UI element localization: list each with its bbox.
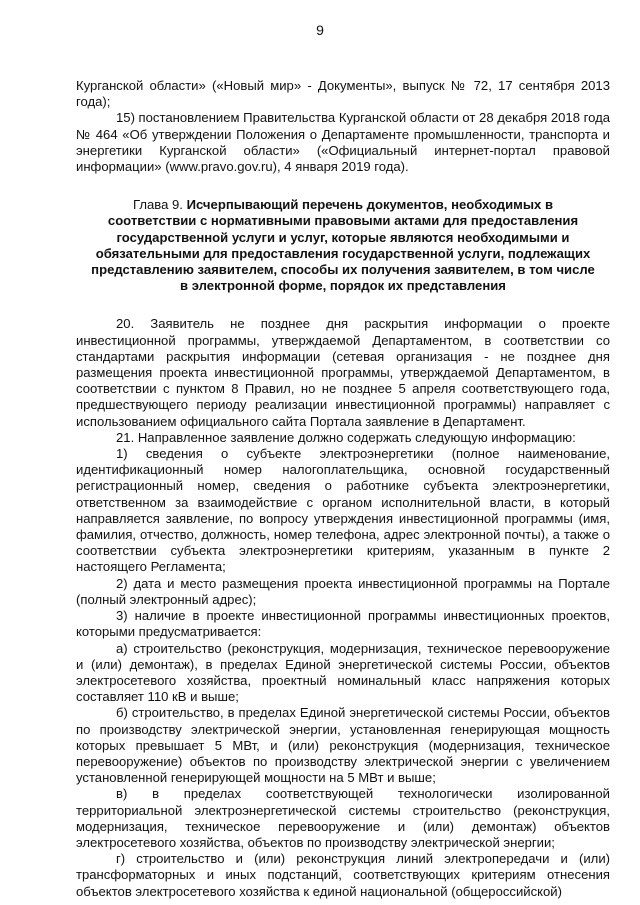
paragraph-21-3-g: г) строительство и (или) реконструкция линий электропередачи и (или) трансформаторных и иных подстанций, соответствующих критериям отнесения объектов электросетевого хозяйства к единой национальной (общероссийской) [76, 851, 610, 899]
paragraph-21-3: 3) наличие в проекте инвестиционной программы инвестиционных проектов, которыми предусматривается: [76, 608, 610, 640]
paragraph-15: 15) постановлением Правительства Курганской области от 28 декабря 2018 года № 464 «Об утверждении Положения о Департаменте промышленности, транспорта и энергетики Курганской области» («Официальный интернет-портал правовой информации» (www.pravo.gov.ru), 4 января 2019 года). [76, 110, 611, 175]
paragraph-21: 21. Направленное заявление должно содержать следующую информацию: [116, 429, 576, 445]
paragraph-21-3-b: б) строительство, в пределах Единой энергетической системы России, объектов по производству электрической энергии, установленная генерирующая мощность которых превышает 5 МВт, и (или) реконструкция (модернизация, техническое перевооружение) объектов по производству электрической энергии с увеличением установленной генерирующей мощности на 5 МВт и выше; [76, 705, 610, 786]
page-number: 9 [316, 22, 324, 38]
paragraph-21-3-a: а) строительство (реконструкция, модернизация, техническое перевооружение и (или) демонтаж), в пределах Единой энергетической системы России, объектов электросетевого хозяйства, проектный номинальный класс напряжения которых составляет 110 кВ и выше; [76, 640, 610, 705]
paragraph-21-1: 1) сведения о субъекте электроэнергетики (полное наименование, идентификационный номер налогоплательщика, основной государственный регистрационный номер, сведения о работнике субъекта электроэнергетики, ответственном за взаимодействие с органом исполнительной власти, в который направляется заявление, по вопросу утверждения инвестиционной программы (имя, фамилия, отчество, должность, номер телефона, адрес электронной почты), а также о соответствии субъекта электроэнергетики критериям, указанным в пункте 2 настоящего Регламента; [76, 446, 610, 575]
chapter-number: Глава 9. [133, 197, 187, 213]
paragraph-21-2: 2) дата и место размещения проекта инвестиционной программы на Портале (полный электронный адрес); [76, 575, 610, 607]
document-body [76, 78, 610, 900]
chapter-title: Исчерпывающий перечень документов, необходимых в соответствии с нормативными правовыми актами для предоставления государственной услуги и услуг, которые являются необходимыми и обязательными для предоставления государственной услуги, подлежащих представлению заявителем, способы их получения заявителем, в том числе в электронной форме, порядок их представления [91, 197, 595, 294]
paragraph-20: 20. Заявитель не позднее дня раскрытия информации о проекте инвестиционной программы, утверждаемой Департаментом, в соответствии со стандартами раскрытия информации (сетевая организация - не позднее дня размещения проекта инвестиционной программы, утверждаемой Департаментом, в соответствии с пунктом 8 Правил, но не позднее 5 апреля соответствующего года, предшествующего периоду реализации инвестиционной программы) направляет с использованием официального сайта Портала заявление в Департамент. [76, 316, 610, 429]
paragraph-21-3-v: в) в пределах соответствующей технологически изолированной территориальной электроэнергетической системы строительство (реконструкция, модернизация, техническое перевооружение и (или) демонтаж) объектов электросетевого хозяйства, объектов по производству электрической энергии; [76, 786, 610, 850]
chapter-heading [76, 197, 610, 294]
paragraph-continuation: Курганской области» («Новый мир» - Документы», выпуск № 72, 17 сентября 2013 года); [76, 78, 610, 110]
